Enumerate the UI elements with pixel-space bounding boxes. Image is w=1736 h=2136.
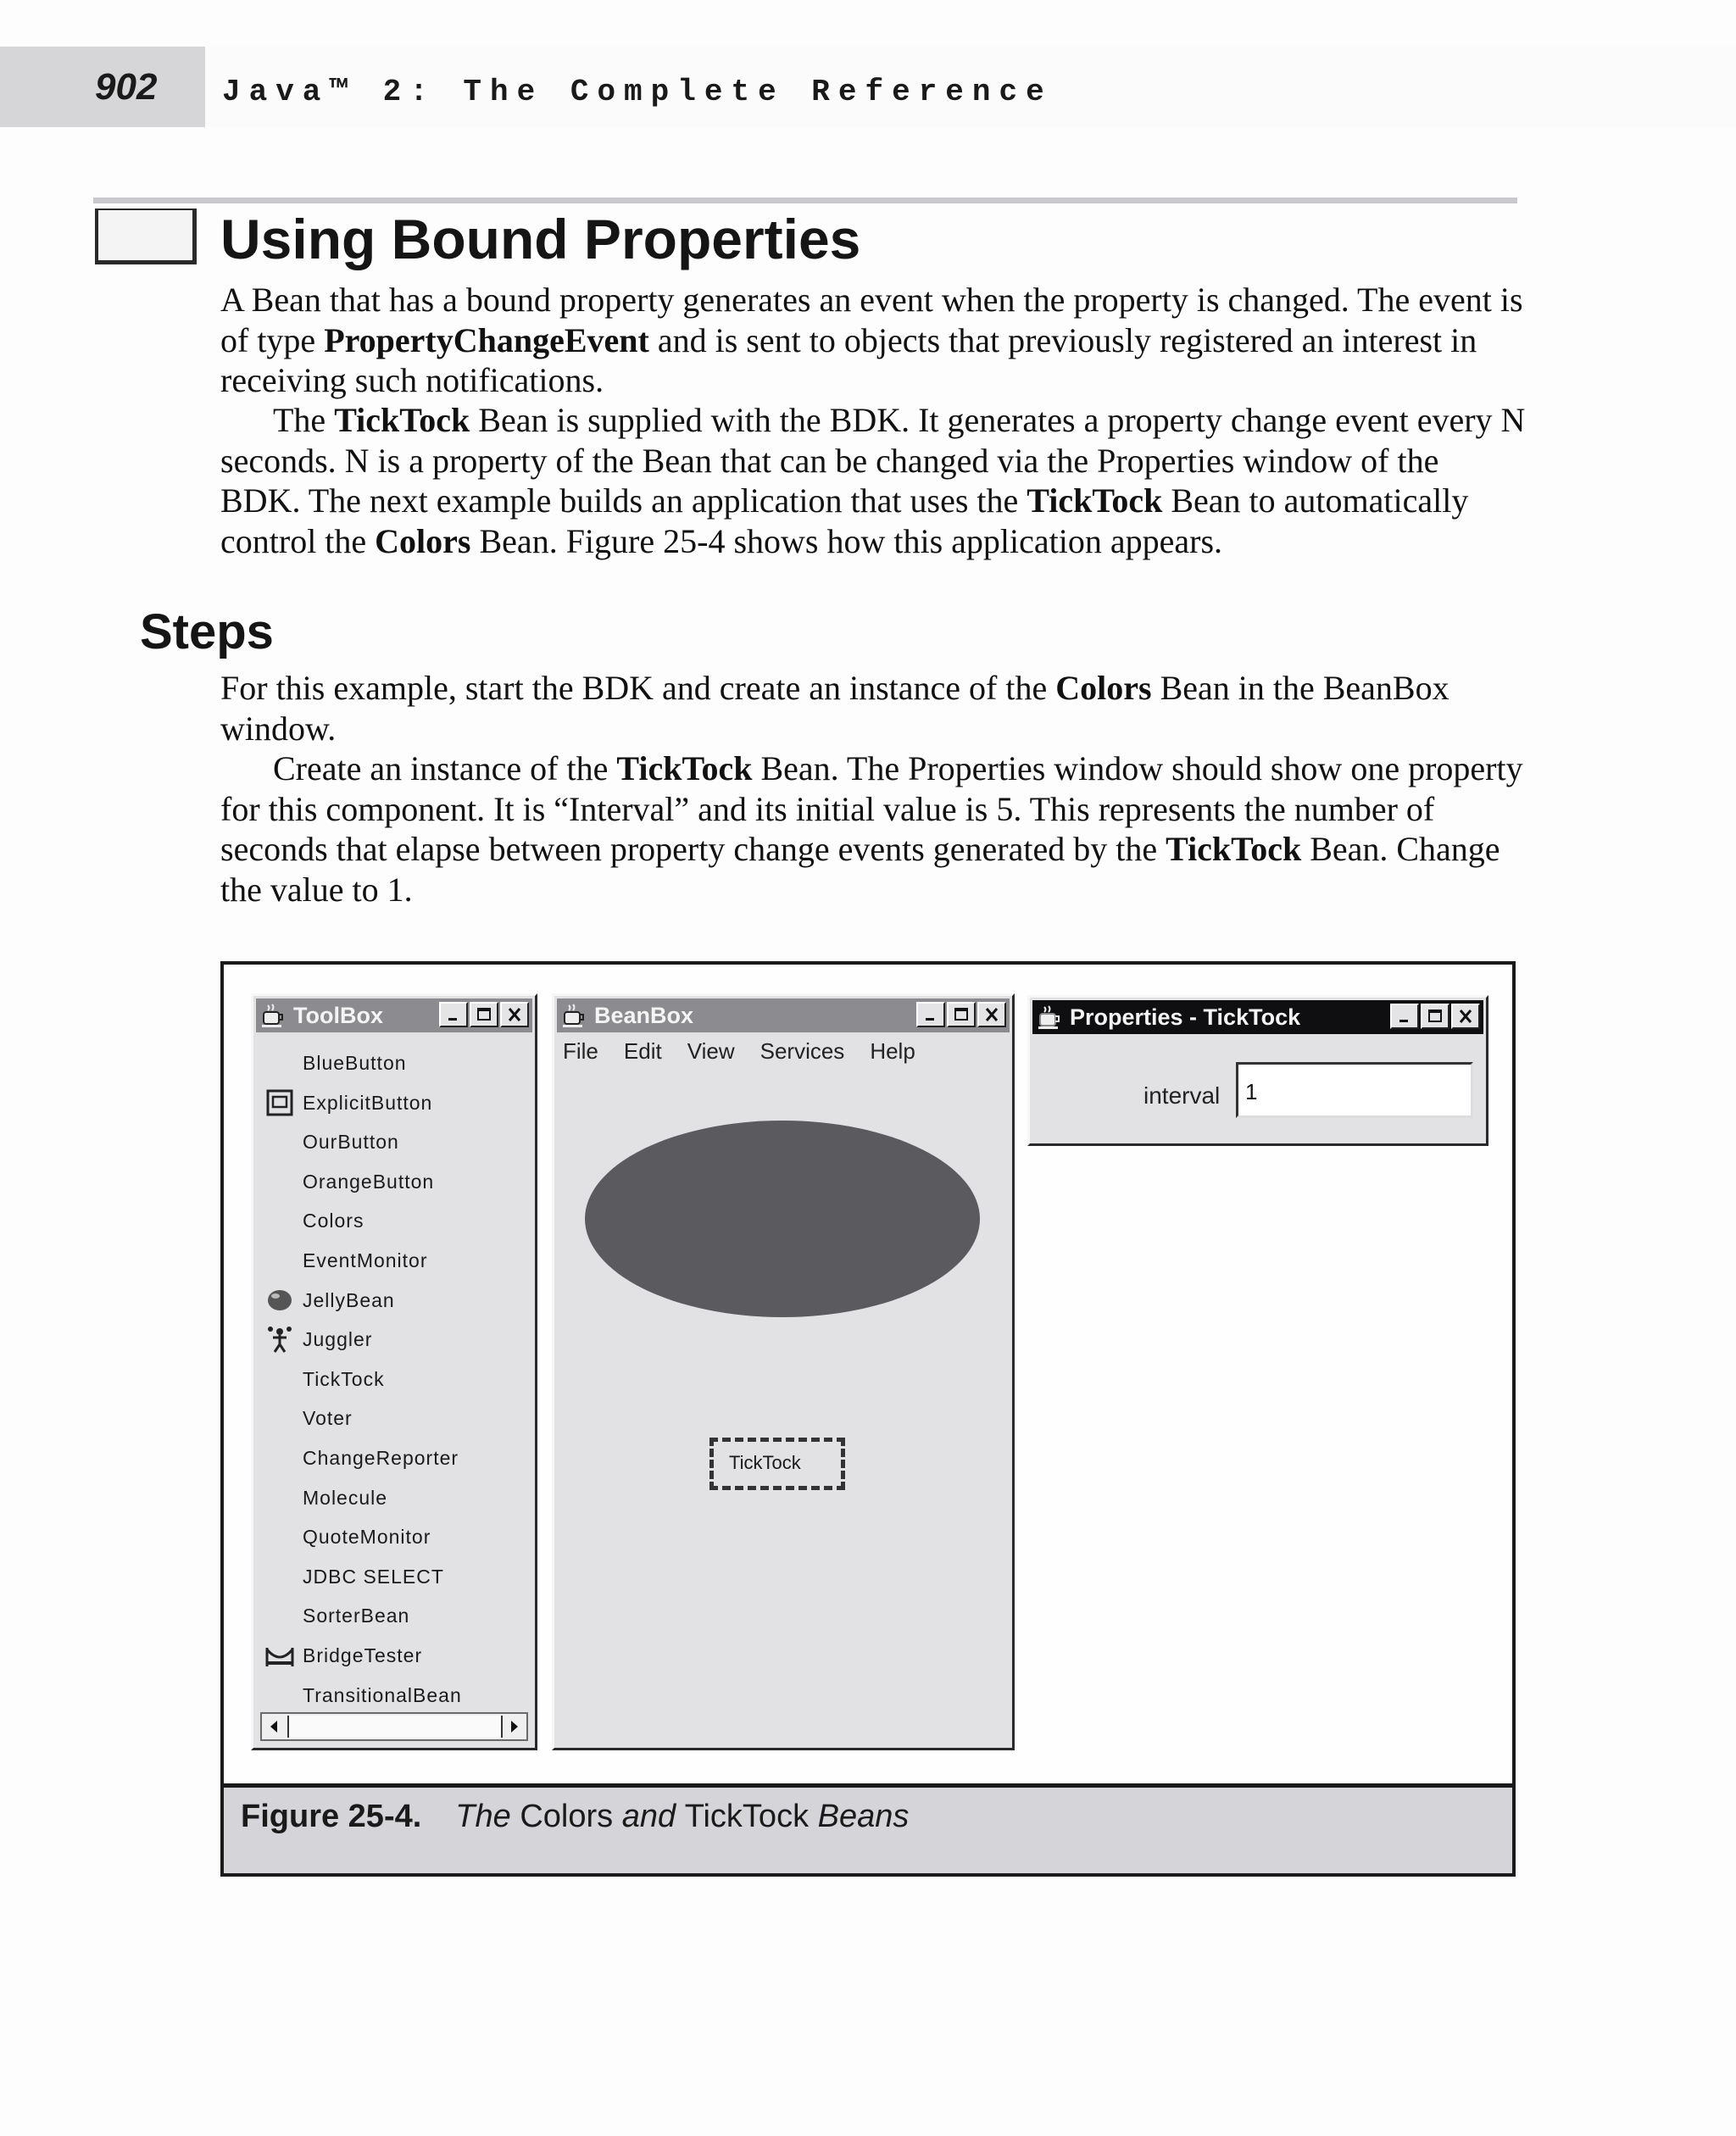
bold-term: TickTock <box>1166 830 1302 868</box>
toolbox-item[interactable]: JellyBean <box>303 1288 395 1311</box>
menu-edit[interactable]: Edit <box>623 1038 662 1064</box>
caption-run: Beans <box>809 1799 910 1834</box>
text-run: Create an instance of the <box>273 749 617 787</box>
caption-label: Figure 25-4. <box>241 1799 422 1834</box>
text-run: Bean. Change the value to 1. <box>220 830 1500 909</box>
close-icon <box>983 1007 1000 1022</box>
toolbox-item[interactable]: JDBC SELECT <box>303 1565 444 1588</box>
bold-term: PropertyChangeEvent <box>324 320 649 359</box>
maximize-button[interactable] <box>947 1002 976 1027</box>
section-marker <box>95 209 197 264</box>
caption-text <box>455 1799 909 1834</box>
section-rule <box>93 197 1517 203</box>
toolbox-item[interactable]: ExplicitButton <box>303 1091 433 1114</box>
toolbox-item[interactable]: Voter <box>303 1407 353 1430</box>
toolbox-item[interactable]: Juggler <box>303 1328 373 1351</box>
menu-file[interactable]: File <box>563 1038 598 1064</box>
section-paragraph-2 <box>220 400 1526 561</box>
caption-run: TickTock <box>684 1799 810 1834</box>
section-paragraph-1 <box>220 280 1526 401</box>
ticktock-bean[interactable]: TickTock <box>709 1438 845 1490</box>
scroll-left-icon[interactable] <box>265 1717 284 1736</box>
beanbox-titlebar[interactable] <box>557 998 1010 1032</box>
java-cup-icon <box>560 1002 587 1029</box>
jellybean-icon <box>265 1286 294 1315</box>
minimize-button[interactable] <box>1390 1004 1419 1029</box>
caption-run: The <box>455 1799 520 1834</box>
maximize-button[interactable] <box>1421 1004 1449 1029</box>
toolbox-item[interactable]: Colors <box>303 1210 364 1232</box>
maximize-icon <box>1427 1009 1444 1024</box>
minimize-icon <box>1396 1009 1413 1024</box>
text-run: Bean to automatically control the <box>220 481 1469 560</box>
minimize-button[interactable] <box>439 1002 468 1027</box>
toolbox-item[interactable]: Molecule <box>303 1486 388 1509</box>
java-cup-icon <box>259 1002 287 1029</box>
juggler-icon <box>265 1325 294 1354</box>
close-button[interactable] <box>977 1002 1006 1027</box>
caption-run: Colors <box>520 1799 614 1834</box>
maximize-icon <box>953 1007 970 1022</box>
text-run: and is sent to objects that previously registered an interest in receiving such notifications. <box>220 320 1477 399</box>
colors-bean-oval[interactable] <box>585 1121 980 1317</box>
menu-view[interactable]: View <box>687 1038 735 1064</box>
caption-run: and <box>613 1799 685 1834</box>
menu-help[interactable]: Help <box>870 1038 915 1064</box>
toolbox-item[interactable]: QuoteMonitor <box>303 1526 431 1549</box>
minimize-button[interactable] <box>916 1002 945 1027</box>
section-title: Using Bound Properties <box>220 208 861 270</box>
bold-term: Colors <box>1055 669 1152 707</box>
toolbox-titlebar[interactable] <box>256 998 532 1032</box>
bold-term: Colors <box>375 521 471 560</box>
steps-paragraph-2 <box>220 748 1526 909</box>
toolbox-window[interactable] <box>251 993 537 1750</box>
text-run: Bean. The Properties window should show one property for this component. It is “Interval” and its initial value is 5. This represents the number of seconds that elapse between property change events generated by the <box>220 749 1523 868</box>
bridge-icon <box>265 1641 294 1670</box>
toolbox-title: ToolBox <box>293 1003 383 1028</box>
text-run: Bean in the BeanBox window. <box>220 669 1449 748</box>
button-icon <box>265 1088 294 1117</box>
text-run: A Bean that has a bound property generates an event when the property is changed. The event is of type <box>220 281 1523 359</box>
toolbox-item[interactable]: OrangeButton <box>303 1170 435 1193</box>
toolbox-item[interactable]: BlueButton <box>303 1052 407 1074</box>
text-run: For this example, start the BDK and create an instance of the <box>220 669 1056 707</box>
minimize-icon <box>445 1007 462 1022</box>
toolbox-item[interactable]: BridgeTester <box>303 1644 423 1666</box>
close-button[interactable] <box>500 1002 529 1027</box>
text-run: The <box>273 401 335 439</box>
beanbox-menubar <box>563 1038 915 1065</box>
minimize-icon <box>922 1007 939 1022</box>
toolbox-item[interactable]: EventMonitor <box>303 1249 428 1271</box>
beanbox-title: BeanBox <box>594 1003 694 1028</box>
close-button[interactable] <box>1451 1004 1480 1029</box>
toolbox-item[interactable]: TickTock <box>303 1367 385 1390</box>
text-run: Bean is supplied with the BDK. It generates a property change event every N seconds. N is a property of the Bean that can be changed via the Properties window of the BDK. The next example builds an application that uses the <box>220 401 1526 520</box>
maximize-icon <box>476 1007 492 1022</box>
beanbox-window[interactable] <box>552 993 1015 1750</box>
scroll-right-icon[interactable] <box>504 1717 523 1736</box>
properties-title: Properties - TickTock <box>1070 1004 1301 1030</box>
bold-term: TickTock <box>1027 481 1163 520</box>
properties-window[interactable] <box>1027 995 1488 1146</box>
maximize-button[interactable] <box>470 1002 498 1027</box>
menu-services[interactable]: Services <box>760 1038 845 1064</box>
interval-label: interval <box>1143 1082 1221 1109</box>
toolbox-item[interactable]: TransitionalBean <box>303 1683 462 1706</box>
interval-input[interactable] <box>1236 1062 1473 1118</box>
toolbox-item[interactable]: SorterBean <box>303 1605 410 1627</box>
java-cup-icon <box>1036 1004 1063 1031</box>
steps-paragraph-1 <box>220 668 1526 748</box>
scrollbar-thumb[interactable] <box>287 1716 503 1738</box>
text-run: Bean. Figure 25-4 shows how this application appears. <box>470 521 1223 560</box>
running-head: Java™ 2: The Complete Reference <box>222 75 1053 109</box>
page-number: 902 <box>95 66 158 108</box>
close-icon <box>506 1007 523 1022</box>
figure-caption <box>241 1799 909 1835</box>
bold-term: TickTock <box>334 401 470 439</box>
steps-title: Steps <box>140 604 274 659</box>
toolbox-scrollbar[interactable] <box>260 1712 528 1741</box>
toolbox-item[interactable]: OurButton <box>303 1131 399 1154</box>
toolbox-item[interactable]: ChangeReporter <box>303 1447 459 1469</box>
bold-term: TickTock <box>616 749 753 787</box>
properties-titlebar[interactable] <box>1032 1000 1483 1034</box>
close-icon <box>1457 1009 1474 1024</box>
